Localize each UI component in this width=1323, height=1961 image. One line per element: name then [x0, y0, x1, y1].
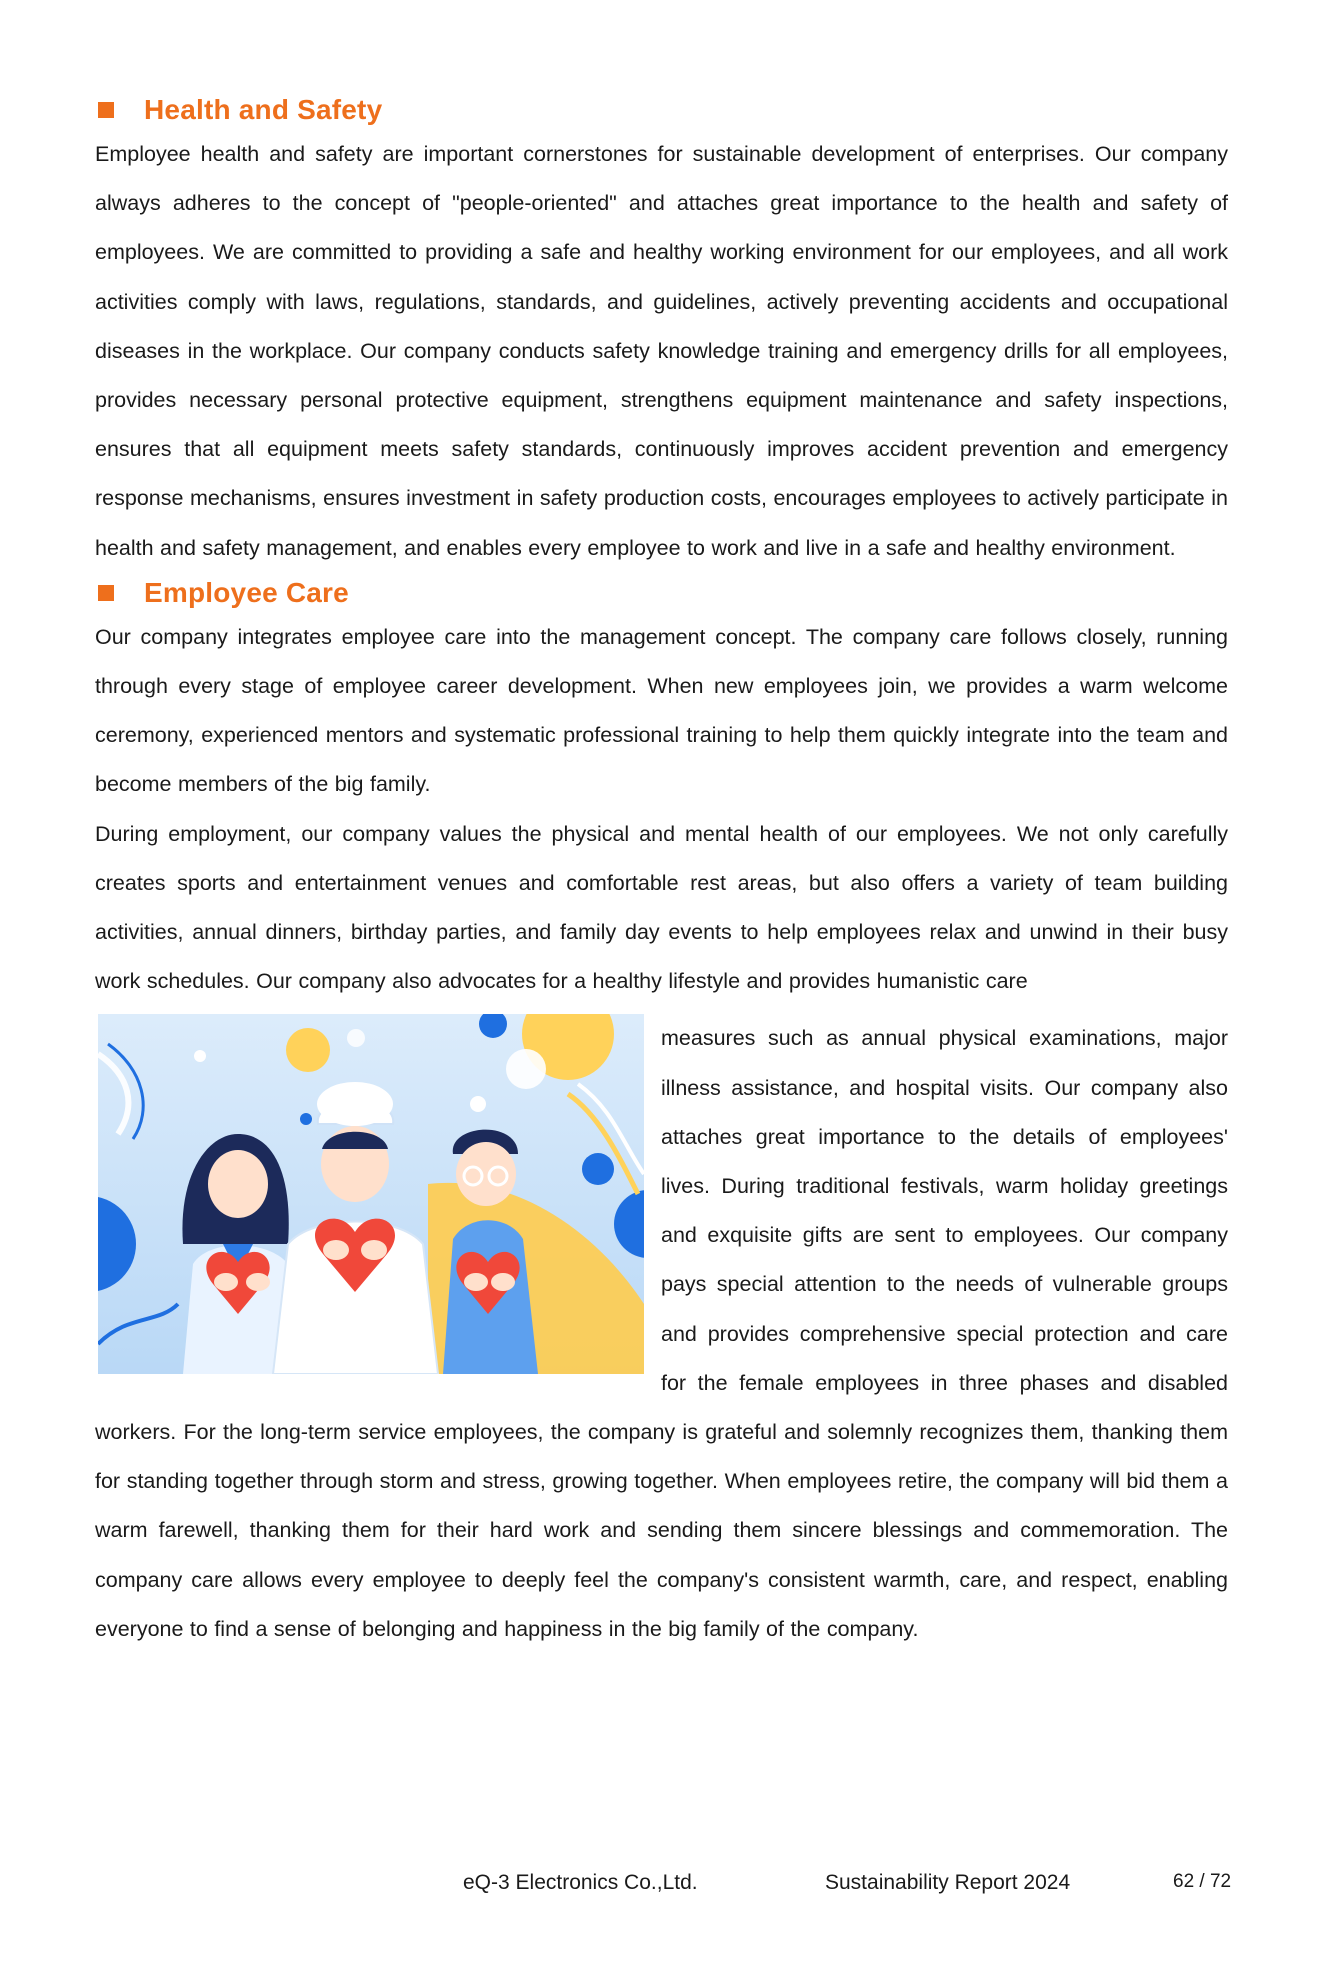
- section-title: Employee Care: [144, 576, 349, 608]
- employee-care-illustration: [98, 1014, 644, 1374]
- illustrated-paragraph-block: [95, 1014, 1228, 1654]
- footer-report-title: Sustainability Report 2024: [825, 1871, 1071, 1894]
- footer-page-number: 62 / 72: [1173, 1871, 1232, 1892]
- page-footer: [0, 1871, 1323, 1901]
- employee-care-paragraph-onboarding: Our company integrates employee care into the management concept. The company care follows closely, running through every stage of employee career development. When new employees join, we provides a warm welcome ceremony, experienced mentors and systematic professional training to help them quickly integrate into the team and become members of the big family.: [95, 624, 1228, 797]
- document-page: [0, 90, 1323, 1961]
- section-heading-health-safety: [95, 90, 1228, 130]
- employee-care-paragraph-care-measures: measures such as annual physical examinations, major illness assistance, and hospital visits. Our company also attaches great importance to the details of employees' lives. During traditional festivals, warm holiday greetings and exquisite gifts are sent to employees. Our company pays special attention to the needs of vulnerable groups and provides comprehensive special protection and care for the female employees in three phases and disabled workers. For the long-term service employees, the company is grateful and solemnly recognizes them, thanking them for standing together through storm and stress, growing together. When employees retire, the company will bid them a warm farewell, thanking them for their hard work and sending them sincere blessings and commemoration. The company care allows every employee to deeply feel the company's consistent warmth, care, and respect, enabling everyone to find a sense of belonging and happiness in the big family of the company.: [95, 1026, 1228, 1641]
- square-bullet-icon: [98, 102, 114, 118]
- footer-company: eQ-3 Electronics Co.,Ltd.: [463, 1871, 698, 1894]
- section-title: Health and Safety: [144, 94, 383, 125]
- employee-care-paragraph-employment: During employment, our company values the physical and mental health of our employees. We not only carefully creates sports and entertainment venues and comfortable rest areas, but also offers a variety of team building activities, annual dinners, birthday parties, and family day events to help employees relax and unwind in their busy work schedules. Our company also advocates for a healthy lifestyle and provides humanistic care: [95, 821, 1228, 994]
- section-heading-employee-care: [95, 573, 1228, 613]
- square-bullet-icon: [98, 585, 114, 601]
- health-safety-paragraph: Employee health and safety are important cornerstones for sustainable development of enterprises. Our company always adheres to the concept of "people-oriented" and attaches great importance to the health and safety of employees. We are committed to providing a safe and healthy working environment for our employees, and all work activities comply with laws, regulations, standards, and guidelines, actively preventing accidents and occupational diseases in the workplace. Our company conducts safety knowledge training and emergency drills for all employees, provides necessary personal protective equipment, strengthens equipment maintenance and safety inspections, ensures that all equipment meets safety standards, continuously improves accident prevention and emergency response mechanisms, ensures investment in safety production costs, encourages employees to actively participate in health and safety management, and enables every employee to work and live in a safe and healthy environment.: [95, 142, 1228, 560]
